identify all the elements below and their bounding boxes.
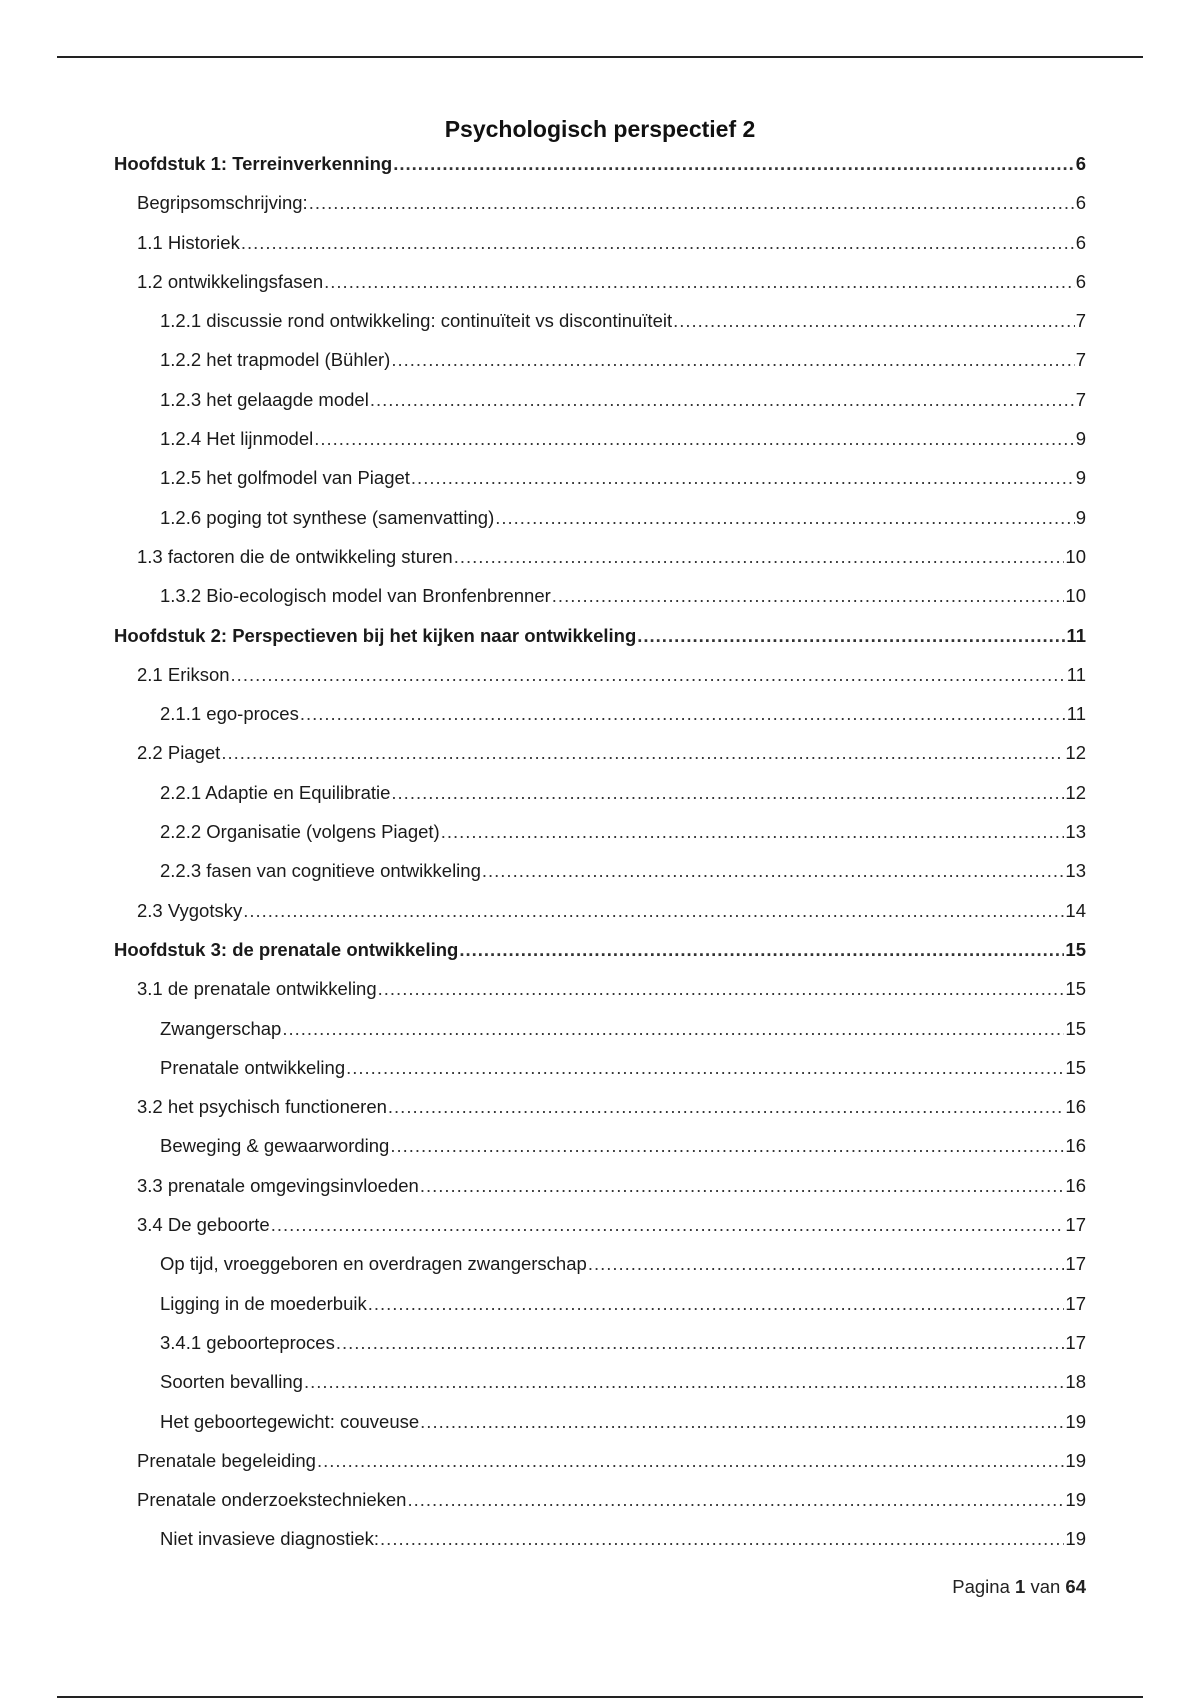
toc-dot-leader	[588, 1244, 1065, 1283]
toc-dot-leader	[304, 1362, 1064, 1401]
toc-entry-title: 1.2 ontwikkelingsfasen	[137, 270, 324, 292]
toc-entry-title: Ligging in de moederbuik	[160, 1292, 367, 1314]
toc-entry-title: 3.2 het psychisch functioneren	[137, 1096, 387, 1118]
toc-entry-page-number: 17	[1065, 1292, 1086, 1314]
toc-dot-leader	[552, 576, 1065, 615]
footer-current-page: 1	[1015, 1576, 1026, 1597]
toc-entry-page-number: 9	[1075, 428, 1086, 450]
toc-dot-leader	[495, 498, 1074, 537]
footer-total-pages: 64	[1065, 1576, 1086, 1597]
toc-entry[interactable]	[114, 655, 1086, 694]
toc-entry[interactable]	[114, 733, 1086, 772]
toc-dot-leader	[391, 773, 1064, 812]
toc-entry-title: Prenatale onderzoekstechnieken	[137, 1489, 407, 1511]
toc-entry-title: 3.4 De geboorte	[137, 1214, 270, 1236]
toc-dot-leader	[393, 144, 1074, 183]
toc-entry-title: Begripsomschrijving:	[137, 192, 308, 214]
toc-dot-leader	[309, 183, 1075, 222]
toc-entry-title: 1.1 Historiek	[137, 231, 240, 253]
toc-entry[interactable]	[114, 262, 1086, 301]
toc-entry-page-number: 10	[1065, 545, 1086, 567]
toc-dot-leader	[390, 1126, 1064, 1165]
toc-entry-page-number: 17	[1065, 1331, 1086, 1353]
toc-entry-page-number: 6	[1075, 270, 1086, 292]
toc-entry[interactable]	[114, 340, 1086, 379]
toc-entry-title: 1.2.2 het trapmodel (Bühler)	[160, 349, 391, 371]
toc-entry[interactable]	[114, 1402, 1086, 1441]
toc-entry-page-number: 6	[1075, 231, 1086, 253]
toc-dot-leader	[420, 1402, 1064, 1441]
toc-dot-leader	[411, 458, 1075, 497]
toc-dot-leader	[673, 301, 1075, 340]
toc-entry-title: Prenatale ontwikkeling	[160, 1056, 346, 1078]
toc-entry[interactable]	[114, 419, 1086, 458]
toc-entry-page-number: 7	[1075, 388, 1086, 410]
toc-entry-title: 2.2 Piaget	[137, 742, 221, 764]
toc-entry-page-number: 16	[1065, 1096, 1086, 1118]
toc-entry-title: Het geboortegewicht: couveuse	[160, 1410, 420, 1432]
footer-prefix: Pagina	[952, 1576, 1010, 1597]
toc-entry-page-number: 19	[1065, 1449, 1086, 1471]
toc-dot-leader	[420, 1166, 1065, 1205]
footer-rule	[57, 1696, 1143, 1698]
toc-entry-title: Hoofdstuk 1: Terreinverkenning	[114, 153, 393, 174]
toc-entry[interactable]	[114, 1048, 1086, 1087]
toc-entry-page-number: 15	[1065, 978, 1086, 1000]
toc-entry-page-number: 16	[1065, 1135, 1086, 1157]
toc-entry[interactable]	[114, 1166, 1086, 1205]
toc-entry-page-number: 14	[1065, 899, 1086, 921]
toc-entry[interactable]	[114, 144, 1086, 183]
toc-entry-title: Op tijd, vroeggeboren en overdragen zwangerschap	[160, 1253, 587, 1275]
toc-entry-title: 1.2.5 het golfmodel van Piaget	[160, 467, 410, 489]
toc-dot-leader	[407, 1480, 1064, 1519]
toc-dot-leader	[231, 655, 1066, 694]
toc-entry-page-number: 15	[1065, 938, 1086, 960]
toc-entry-page-number: 19	[1065, 1528, 1086, 1550]
toc-dot-leader	[391, 340, 1074, 379]
toc-entry-title: 2.1 Erikson	[137, 663, 230, 685]
toc-dot-leader	[459, 930, 1064, 969]
toc-entry-title: 3.4.1 geboorteproces	[160, 1331, 335, 1353]
toc-entry[interactable]	[114, 1323, 1086, 1362]
toc-dot-leader	[324, 262, 1075, 301]
toc-entry-title: 2.2.3 fasen van cognitieve ontwikkeling	[160, 860, 481, 882]
toc-dot-leader	[346, 1048, 1064, 1087]
toc-entry-page-number: 18	[1065, 1371, 1086, 1393]
toc-dot-leader	[241, 223, 1075, 262]
toc-dot-leader	[482, 851, 1065, 890]
toc-entry-page-number: 11	[1066, 703, 1086, 725]
toc-entry[interactable]	[114, 301, 1086, 340]
toc-entry-page-number: 16	[1065, 1174, 1086, 1196]
toc-entry[interactable]	[114, 183, 1086, 222]
toc-entry[interactable]	[114, 458, 1086, 497]
toc-entry-page-number: 11	[1066, 624, 1086, 646]
toc-entry-title: 1.3.2 Bio-ecologisch model van Bronfenbrenner	[160, 585, 551, 607]
toc-dot-leader	[271, 1205, 1065, 1244]
toc-entry[interactable]	[114, 498, 1086, 537]
toc-entry-page-number: 6	[1075, 192, 1086, 214]
toc-entry-title: 2.2.2 Organisatie (volgens Piaget)	[160, 821, 440, 843]
toc-entry-title: Prenatale begeleiding	[137, 1449, 316, 1471]
toc-entry[interactable]	[114, 694, 1086, 733]
toc-dot-leader	[317, 1441, 1064, 1480]
toc-entry[interactable]	[114, 1362, 1086, 1401]
toc-entry[interactable]	[114, 1480, 1086, 1519]
toc-entry-title: 3.1 de prenatale ontwikkeling	[137, 978, 377, 1000]
page-footer	[952, 1576, 1086, 1598]
toc-entry-page-number: 13	[1065, 821, 1086, 843]
toc-entry[interactable]	[114, 1441, 1086, 1480]
toc-entry-page-number: 15	[1065, 1056, 1086, 1078]
toc-dot-leader	[380, 1519, 1064, 1558]
toc-entry[interactable]	[114, 1087, 1086, 1126]
toc-entry[interactable]	[114, 1205, 1086, 1244]
toc-dot-leader	[378, 969, 1065, 1008]
toc-dot-leader	[243, 891, 1064, 930]
header-rule	[57, 56, 1143, 58]
toc-entry[interactable]	[114, 223, 1086, 262]
toc-entry-page-number: 12	[1065, 781, 1086, 803]
toc-entry-title: Hoofdstuk 2: Perspectieven bij het kijken naar ontwikkeling	[114, 624, 637, 646]
toc-entry[interactable]	[114, 380, 1086, 419]
document-title: Psychologisch perspectief 2	[444, 116, 756, 142]
toc-entry-title: 2.2.1 Adaptie en Equilibratie	[160, 781, 391, 803]
toc-entry-page-number: 12	[1065, 742, 1086, 764]
toc-entry-title: 1.2.6 poging tot synthese (samenvatting)	[160, 506, 495, 528]
toc-dot-leader	[300, 694, 1066, 733]
toc-entry-page-number: 11	[1066, 663, 1086, 685]
footer-separator: van	[1030, 1576, 1061, 1597]
toc-entry-title: Hoofdstuk 3: de prenatale ontwikkeling	[114, 938, 459, 960]
toc-entry-title: Beweging & gewaarwording	[160, 1135, 390, 1157]
toc-entry-title: 1.2.3 het gelaagde model	[160, 388, 369, 410]
toc-entry[interactable]	[114, 773, 1086, 812]
toc-entry[interactable]	[114, 1519, 1086, 1558]
toc-entry-page-number: 17	[1065, 1214, 1086, 1236]
toc-dot-leader	[336, 1323, 1065, 1362]
toc-entry-page-number: 10	[1065, 585, 1086, 607]
toc-entry[interactable]	[114, 1126, 1086, 1165]
toc-entry[interactable]	[114, 1009, 1086, 1048]
toc-entry-page-number: 13	[1065, 860, 1086, 882]
toc-dot-leader	[221, 733, 1064, 772]
toc-entry-title: Niet invasieve diagnostiek:	[160, 1528, 380, 1550]
toc-entry-title: Soorten bevalling	[160, 1371, 303, 1393]
toc-entry-title: Zwangerschap	[160, 1017, 282, 1039]
toc-entry[interactable]	[114, 1284, 1086, 1323]
toc-entry[interactable]	[114, 537, 1086, 576]
toc-entry-page-number: 19	[1065, 1410, 1086, 1432]
toc-entry[interactable]	[114, 616, 1086, 655]
toc-dot-leader	[368, 1284, 1065, 1323]
toc-entry[interactable]	[114, 930, 1086, 969]
toc-dot-leader	[388, 1087, 1065, 1126]
toc-dot-leader	[282, 1009, 1064, 1048]
toc-entry-page-number: 15	[1065, 1017, 1086, 1039]
toc-dot-leader	[314, 419, 1074, 458]
toc-entry[interactable]	[114, 576, 1086, 615]
toc-entry-page-number: 19	[1065, 1489, 1086, 1511]
toc-entry-page-number: 9	[1075, 467, 1086, 489]
toc-dot-leader	[637, 616, 1065, 655]
toc-entry[interactable]	[114, 969, 1086, 1008]
toc-dot-leader	[454, 537, 1065, 576]
toc-entry[interactable]	[114, 891, 1086, 930]
toc-dot-leader	[370, 380, 1075, 419]
toc-entry-title: 2.1.1 ego-proces	[160, 703, 299, 725]
toc-entry-page-number: 7	[1075, 349, 1086, 371]
toc-entry-page-number: 17	[1065, 1253, 1086, 1275]
toc-entry[interactable]	[114, 851, 1086, 890]
toc-dot-leader	[441, 812, 1065, 851]
toc-entry-page-number: 9	[1075, 506, 1086, 528]
toc-entry-page-number: 6	[1075, 153, 1086, 174]
table-of-contents	[114, 144, 1086, 1559]
toc-entry-title: 1.3 factoren die de ontwikkeling sturen	[137, 545, 453, 567]
toc-entry-title: 1.2.4 Het lijnmodel	[160, 428, 314, 450]
toc-entry[interactable]	[114, 812, 1086, 851]
toc-entry-title: 2.3 Vygotsky	[137, 899, 243, 921]
toc-entry[interactable]	[114, 1244, 1086, 1283]
toc-entry-page-number: 7	[1075, 310, 1086, 332]
toc-entry-title: 3.3 prenatale omgevingsinvloeden	[137, 1174, 419, 1196]
toc-entry-title: 1.2.1 discussie rond ontwikkeling: continuïteit vs discontinuïteit	[160, 310, 673, 332]
